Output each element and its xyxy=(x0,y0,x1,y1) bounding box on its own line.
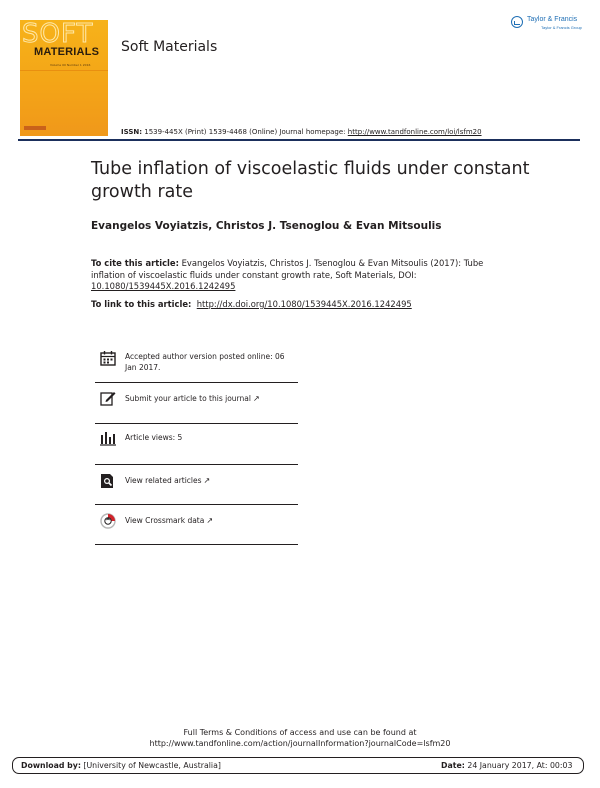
downloaded-by xyxy=(21,761,221,770)
cover-word-soft: SOFT xyxy=(22,20,94,49)
calendar-icon xyxy=(100,350,116,366)
submit-article-row[interactable] xyxy=(95,382,298,424)
citation-label: To cite this article: xyxy=(91,258,179,268)
edit-icon xyxy=(100,390,116,406)
publisher-logo[interactable] xyxy=(511,15,591,35)
issn-label: ISSN: xyxy=(121,128,143,136)
publisher-name: Taylor & Francis xyxy=(527,16,578,23)
download-date-value: 24 January 2017, At: 00:03 xyxy=(464,761,573,770)
citation-block xyxy=(91,258,511,293)
terms-line-1: Full Terms & Conditions of access and use can be found at xyxy=(183,728,417,737)
downloaded-by-label: Download by: xyxy=(21,761,81,770)
article-views-text: Article views: 5 xyxy=(125,433,183,442)
crossmark-icon xyxy=(100,513,116,529)
publisher-logo-icon xyxy=(511,16,523,28)
cover-band xyxy=(20,70,108,71)
related-articles-row[interactable] xyxy=(95,464,298,505)
crossmark-text: View Crossmark data xyxy=(125,516,205,525)
cover-volume-line: Volume 00 Number 1 2016 xyxy=(50,63,91,67)
issn-text: 1539-445X (Print) 1539-4468 (Online) Journal homepage: xyxy=(142,128,348,136)
terms-block xyxy=(0,727,600,749)
article-doi-url[interactable]: http://dx.doi.org/10.1080/1539445X.2016.1242495 xyxy=(196,299,412,309)
download-date xyxy=(441,761,572,770)
download-date-label: Date: xyxy=(441,761,465,770)
search-doc-icon xyxy=(100,473,116,489)
accepted-date-row xyxy=(95,340,298,383)
journal-cover-image xyxy=(20,20,108,136)
terms-url[interactable]: http://www.tandfonline.com/action/journalInformation?journalCode=lsfm20 xyxy=(149,739,451,748)
downloaded-by-value: [University of Newcastle, Australia] xyxy=(80,761,221,770)
accepted-date-text: Accepted author version posted online: 06 Jan 2017. xyxy=(125,352,285,372)
article-authors: Evangelos Voyiatzis, Christos J. Tsenoglou & Evan Mitsoulis xyxy=(91,220,442,232)
journal-title: Soft Materials xyxy=(121,39,218,55)
header-divider xyxy=(18,139,580,141)
submit-article-link[interactable] xyxy=(125,394,295,405)
link-label: To link to this article: xyxy=(91,299,192,309)
external-link-icon: ↗ xyxy=(206,516,214,525)
submit-article-text: Submit your article to this journal xyxy=(125,394,251,403)
related-articles-text: View related articles xyxy=(125,476,202,485)
external-link-icon: ↗ xyxy=(252,394,260,403)
crossmark-link[interactable] xyxy=(125,516,295,527)
publisher-tagline: Taylor & Francis Group xyxy=(541,25,582,30)
cover-word-materials: MATERIALS xyxy=(34,46,100,58)
download-info-bar xyxy=(12,757,584,774)
article-views-row xyxy=(95,423,298,465)
journal-homepage-link[interactable]: http://www.tandfonline.com/loi/lsfm20 xyxy=(347,128,482,136)
related-articles-link[interactable] xyxy=(125,476,295,487)
external-link-icon: ↗ xyxy=(203,476,211,485)
article-title: Tube inflation of viscoelastic fluids under constant growth rate xyxy=(91,159,530,202)
citation-doi-link[interactable]: 10.1080/1539445X.2016.1242495 xyxy=(91,281,236,291)
bar-chart-icon xyxy=(100,430,116,446)
cover-publisher-mark xyxy=(24,126,46,130)
crossmark-row[interactable] xyxy=(95,504,298,545)
issn-line xyxy=(121,128,482,136)
citation-text: Evangelos Voyiatzis, Christos J. Tsenoglou & Evan Mitsoulis (2017): Tube inflation of viscoelastic fluids under constant growth rate, Soft Materials, DOI: xyxy=(91,258,484,280)
article-link-line xyxy=(91,299,412,309)
